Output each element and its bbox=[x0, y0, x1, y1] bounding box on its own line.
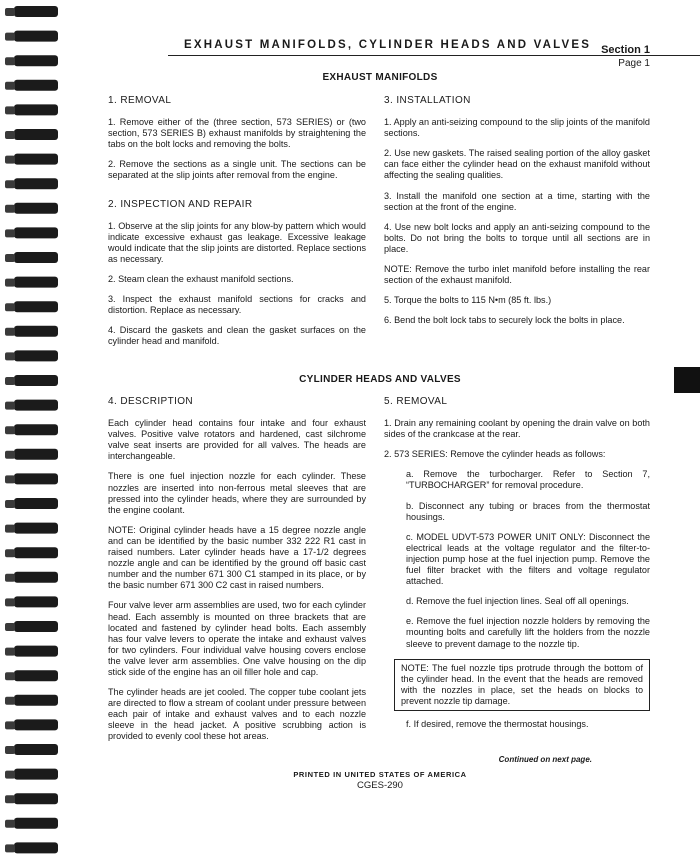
description-note: NOTE: Original cylinder heads have a 15 degree nozzle angle and can be identified by the basic number 332 222 R1 cast in raised numbers. Later cylinder heads have a 17-1/2 degrees nozzle angle and can be identified by the ground off basic cast number and the number 671 300 C1 stamped in its place, or by the basic number 671 300 C2 cast in raised numbers. bbox=[108, 524, 366, 591]
installation-step-3: 3. Install the manifold one section at a time, starting with the section at the front of the engine. bbox=[384, 190, 650, 212]
exhaust-manifolds-heading: EXHAUST MANIFOLDS bbox=[322, 72, 438, 83]
page-number: Page 1 bbox=[618, 58, 650, 69]
continued-note: Continued on next page. bbox=[498, 755, 592, 764]
inspection-step-3: 3. Inspect the exhaust manifold sections for cracks and distortion. Replace as necessary. bbox=[108, 294, 366, 316]
inspection-step-1: 1. Observe at the slip joints for any blow-by pattern which would indicate excessive exhaust gas leakage. Excessive leakage would indicate that the slip joints are distorted. Replace sections as necessary. bbox=[108, 220, 366, 264]
removal-heading: 1. REMOVAL bbox=[108, 95, 172, 106]
cylinder-removal-section bbox=[384, 396, 650, 739]
inspection-heading: 2. INSPECTION AND REPAIR bbox=[108, 198, 253, 210]
description-para-2: There is one fuel injection nozzle for each cylinder. These nozzles are inserted into non-ferrous metal sleeves that are pressed into the cylinder heads, where they are surrounded by the engine coolant. bbox=[108, 471, 366, 515]
installation-step-6: 6. Bend the bolt lock tabs to securely lock the bolts in place. bbox=[384, 315, 625, 326]
installation-section bbox=[384, 95, 650, 335]
cylinder-removal-substep-d: d. Remove the fuel injection lines. Seal off all openings. bbox=[406, 596, 629, 607]
description-para-3: Four valve lever arm assemblies are used, two for each cylinder head. Each assembly is mounted on three brackets that are located and fastened by cylinder head bolts. Each assembly has four valve levers to operate the intake and exhaust valves for two cylinders. Four individual valve housing covers enclose the valve lever arm assemblies. One valve housing on the dip stick side of the engine has an oil filler hole and cap. bbox=[108, 600, 366, 677]
inspection-step-2: 2. Steam clean the exhaust manifold sections. bbox=[108, 274, 294, 285]
nozzle-note-box: NOTE: The fuel nozzle tips protrude through the bottom of the cylinder head. In the event that the heads are removed with the nozzles in place, set the heads on blocks to prevent nozzle tip damage. bbox=[394, 659, 650, 711]
cylinder-removal-substep-b: b. Disconnect any tubing or braces from the thermostat housings. bbox=[406, 500, 650, 522]
installation-step-5: 5. Torque the bolts to 115 N•m (85 ft. lbs.) bbox=[384, 295, 552, 306]
printed-in-usa: PRINTED IN UNITED STATES OF AMERICA bbox=[293, 770, 467, 779]
cylinder-removal-substep-f: f. If desired, remove the thermostat housings. bbox=[406, 718, 589, 729]
cylinder-removal-step-2: 2. 573 SERIES: Remove the cylinder heads as follows: bbox=[384, 449, 606, 460]
removal-section bbox=[108, 95, 366, 357]
cylinder-removal-step-1: 1. Drain any remaining coolant by opening the drain valve on both sides of the crankcase at the rear. bbox=[384, 418, 650, 440]
section-label: Section 1 bbox=[601, 44, 650, 56]
document-code: CGES-290 bbox=[357, 780, 403, 791]
description-para-1: Each cylinder head contains four intake and four exhaust valves. Positive valve rotators and hardened, cast silchrome valve seat inserts are provided for all valves. The heads are interchangeable. bbox=[108, 418, 366, 462]
cylinder-removal-substep-c: c. MODEL UDVT-573 POWER UNIT ONLY: Disconnect the electrical leads at the voltage regulator and the filter-to-injection pump hose at the fuel injection pump. Remove the fuel filter bracket with the filters and voltage regulator attached. bbox=[406, 531, 650, 587]
header-rule bbox=[168, 55, 700, 56]
description-para-4: The cylinder heads are jet cooled. The copper tube coolant jets are directed to flow a stream of coolant under pressure between each pair of intake and exhaust valves and to each nozzle sleeve in the head jacket. A positive scrubbing action is provided to evenly cool these hot areas. bbox=[108, 687, 366, 742]
spiral-binding bbox=[0, 0, 60, 855]
description-section bbox=[108, 396, 366, 752]
installation-step-4: 4. Use new bolt locks and apply an anti-seizing compound to the bolts. Do not bring the bolts to torque until all sections are in place. bbox=[384, 221, 650, 254]
installation-step-1: 1. Apply an anti-seizing compound to the slip joints of the manifold sections. bbox=[384, 117, 650, 139]
installation-step-2: 2. Use new gaskets. The raised sealing portion of the alloy gasket can face either the cylinder head on the exhaust manifold without affecting the sealing qualities. bbox=[384, 148, 650, 181]
removal-step-2: 2. Remove the sections as a single unit. The sections can be separated at the slip joints after removal from the engine. bbox=[108, 159, 366, 181]
installation-heading: 3. INSTALLATION bbox=[384, 95, 471, 106]
cylinder-removal-heading: 5. REMOVAL bbox=[384, 396, 448, 407]
installation-note: NOTE: Remove the turbo inlet manifold before installing the rear section of the exhaust manifold. bbox=[384, 264, 650, 286]
inspection-step-4: 4. Discard the gaskets and clean the gasket surfaces on the cylinder head and manifold. bbox=[108, 325, 366, 347]
section-tab-marker bbox=[674, 367, 700, 393]
removal-step-1: 1. Remove either of the (three section, 573 SERIES) or (two section, 573 SERIES B) exhaust manifolds by straightening the tabs on the bolt locks and removing the bolts. bbox=[108, 117, 366, 150]
manual-page bbox=[60, 0, 700, 855]
description-heading: 4. DESCRIPTION bbox=[108, 396, 194, 407]
page-header-title: EXHAUST MANIFOLDS, CYLINDER HEADS AND VALVES bbox=[184, 39, 592, 51]
cylinder-removal-substep-e: e. Remove the fuel injection nozzle holders by removing the mounting bolts and carefully lift the holders from the nozzle sleeve to prevent damage to the nozzle tip. bbox=[406, 616, 650, 649]
cylinder-removal-substep-a: a. Remove the turbocharger. Refer to Section 7, “TURBOCHARGER” for removal procedure. bbox=[406, 469, 650, 491]
cylinder-heads-heading: CYLINDER HEADS AND VALVES bbox=[299, 374, 461, 385]
